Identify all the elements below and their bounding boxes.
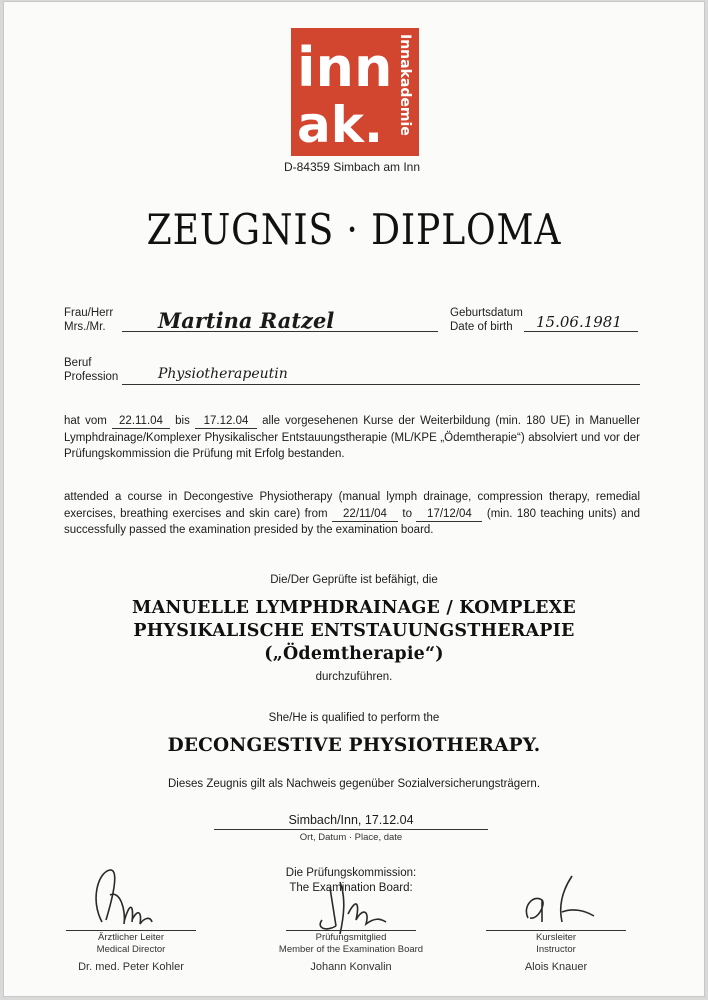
english-date-to: 17/12/04 (416, 508, 482, 522)
signature-line-3 (486, 930, 626, 931)
signatory-role-en-1: Medical Director (96, 944, 166, 955)
innakademie-logo (291, 28, 419, 156)
dob-label (450, 306, 523, 334)
signature-konvalin (300, 868, 400, 938)
certificate-title: ZEUGNIS · DIPLOMA (146, 205, 562, 254)
qualification-title-en: DECONGESTIVE PHYSIOTHERAPY. (167, 735, 541, 756)
signatory-role-de-2: Prüfungsmitglied (315, 932, 387, 943)
profession-label (64, 356, 118, 384)
german-date-to: 17.12.04 (195, 415, 257, 429)
signatory-role-de-3: Kursleiter (535, 932, 577, 943)
signature-knauer (512, 862, 602, 932)
qualification-intro-de: Die/Der Geprüfte ist befähigt, die (270, 574, 438, 586)
place-date-label: Ort, Datum · Place, date (299, 832, 403, 843)
validity-note: Dieses Zeugnis gilt als Nachweis gegenüber Sozialversicherungsträgern. (167, 778, 541, 790)
signature-line-1 (66, 930, 196, 931)
english-text-3: (min. 180 teaching units) and successfully passed the examination presided by the examination board. (64, 507, 641, 536)
german-text-3: alle vorgesehenen Kurse der Weiterbildung (min. 180 UE) in Manueller Lymphdrainage/Komplexer Physikalischer Entstauungstherapie (ML/KPE „Ödemtherapie“) absolviert und vor der Prüfungskommission die Prüfung mit Erfolg bestanden. (64, 415, 640, 460)
profession-label-en: Profession (64, 371, 119, 383)
name-label-de: Frau/Herr (64, 307, 114, 319)
dob-label-de: Geburtsdatum (450, 307, 523, 319)
german-paragraph (64, 413, 640, 463)
name-underline (122, 331, 438, 332)
english-paragraph (64, 489, 640, 539)
recipient-name: Martina Ratzel (158, 308, 335, 333)
logo-graphic (291, 28, 419, 156)
signature-line-2 (286, 930, 416, 931)
signatory-role-1 (56, 932, 206, 956)
profession-label-de: Beruf (64, 357, 92, 369)
place-date-value: Simbach/Inn, 17.12.04 (288, 813, 414, 827)
date-of-birth: 15.06.1981 (536, 313, 622, 331)
logo-text-bottom: ak. (297, 96, 383, 154)
board-label-de: Die Prüfungskommission: (285, 867, 417, 879)
german-date-from: 22.11.04 (112, 415, 170, 429)
signatory-role-en-2: Member of the Examination Board (278, 944, 424, 955)
qualification-line-2: PHYSIKALISCHE ENTSTAUUNGSTHERAPIE (133, 621, 575, 641)
german-text-1: hat vom (64, 415, 107, 427)
logo-address: D-84359 Simbach am Inn (283, 160, 421, 174)
signatory-role-2 (256, 932, 446, 956)
signatory-role-de-1: Ärztlicher Leiter (98, 932, 164, 943)
profession-value: Physiotherapeutin (158, 366, 288, 382)
english-text-2: to (402, 507, 413, 520)
profession-underline (122, 384, 640, 385)
qualification-outro-de: durchzuführen. (315, 671, 393, 683)
english-date-from: 22/11/04 (332, 508, 398, 522)
dob-label-en: Date of birth (450, 321, 513, 333)
german-text-2: bis (175, 415, 190, 427)
logo-text-top: inn (297, 36, 393, 99)
signatory-name-3: Alois Knauer (524, 961, 588, 973)
logo-vertical-text: Innakademie (397, 34, 413, 136)
qualification-intro-en: She/He is qualified to perform the (268, 712, 440, 724)
signature-kohler (80, 860, 160, 930)
signatory-role-3 (481, 932, 631, 956)
english-text-1: attended a course in Decongestive Physiotherapy (manual lymph drainage, compression therapy, remedial exercises, breathing exercises and skin care) from (64, 491, 640, 520)
board-label-en: The Examination Board: (289, 882, 413, 894)
qualification-line-1: MANUELLE LYMPHDRAINAGE / KOMPLEXE (132, 598, 576, 618)
signatory-name-2: Johann Konvalin (310, 961, 392, 973)
name-label (64, 306, 113, 334)
name-label-en: Mrs./Mr. (64, 321, 106, 333)
signatory-name-1: Dr. med. Peter Kohler (78, 961, 184, 973)
signatory-role-en-3: Instructor (536, 944, 576, 955)
dob-underline (524, 331, 638, 332)
qualification-line-3: („Ödemtherapie“) (264, 644, 444, 664)
place-date-underline (214, 829, 488, 830)
